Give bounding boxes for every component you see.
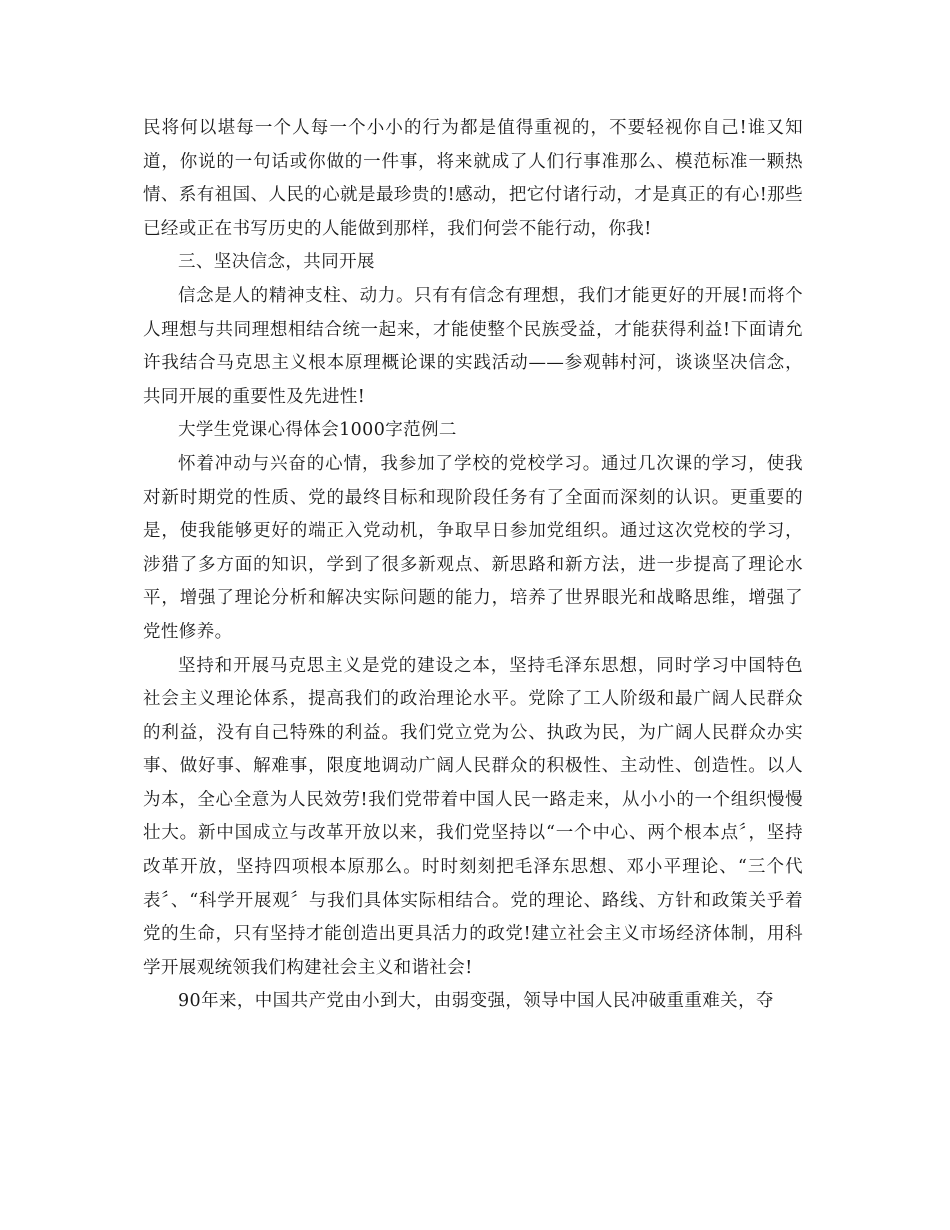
paragraph-continuation: 民将何以堪每一个人每一个小小的行为都是值得重视的，不要轻视你自己!谁又知道，你说的一句话或你做的一件事，将来就成了人们行事准那么、模范标准一颗热情、系有祖国、人民的心就是最珍贵的!感动，把它付诸行动，才是真正的有心!那些已经或正在书写历史的人能做到那样，我们何尝不能行动，你我! <box>143 118 803 239</box>
essay-title: 大学生党课心得体会1000字范例二 <box>178 420 457 441</box>
paragraph-party-school: 怀着冲动与兴奋的心情，我参加了学校的党校学习。通过几次课的学习，使我对新时期党的性质、党的最终目标和现阶段任务有了全面而深刻的认识。更重要的是，使我能够更好的端正入党动机，争取早日参加党组织。通过这次党校的学习，涉猎了多方面的知识，学到了很多新观点、新思路和新方法，进一步提高了理论水平，增强了理论分析和解决实际问题的能力，培养了世界眼光和战略思维，增强了党性修养。 <box>143 453 803 642</box>
paragraph-belief: 信念是人的精神支柱、动力。只有有信念有理想，我们才能更好的开展!而将个人理想与共同理想相结合统一起来，才能使整个民族受益，才能获得利益!下面请允许我结合马克思主义根本原理概论课的实践活动——参观韩村河，谈谈坚决信念，共同开展的重要性及先进性! <box>143 285 803 407</box>
document-page <box>143 112 803 1019</box>
paragraph-90-years: 90年来，中国共产党由小到大，由弱变强，领导中国人民冲破重重难关，夺 <box>178 991 774 1012</box>
section-heading: 三、坚决信念，共同开展 <box>178 252 375 273</box>
paragraph-marxism: 坚持和开展马克思主义是党的建设之本，坚持毛泽东思想，同时学习中国特色社会主义理论体系，提高我们的政治理论水平。党除了工人阶级和最广阔人民群众的利益，没有自己特殊的利益。我们党立党为公、执政为民，为广阔人民群众办实事、做好事、解难事，限度地调动广阔人民群众的积极性、主动性、创造性。以人为本，全心全意为人民效劳!我们党带着中国人民一路走来，从小小的一个组织慢慢壮大。新中国成立与改革开放以来，我们党坚持以“一个中心、两个根本点〞，坚持改革开放，坚持四项根本原那么。时时刻刻把毛泽东思想、邓小平理论、“三个代表〞、“科学开展观〞与我们具体实际相结合。党的理论、路线、方针和政策关乎着党的生命，只有坚持才能创造出更具活力的政党!建立社会主义市场经济体制，用科学开展观统领我们构建社会主义和谐社会! <box>143 655 803 978</box>
